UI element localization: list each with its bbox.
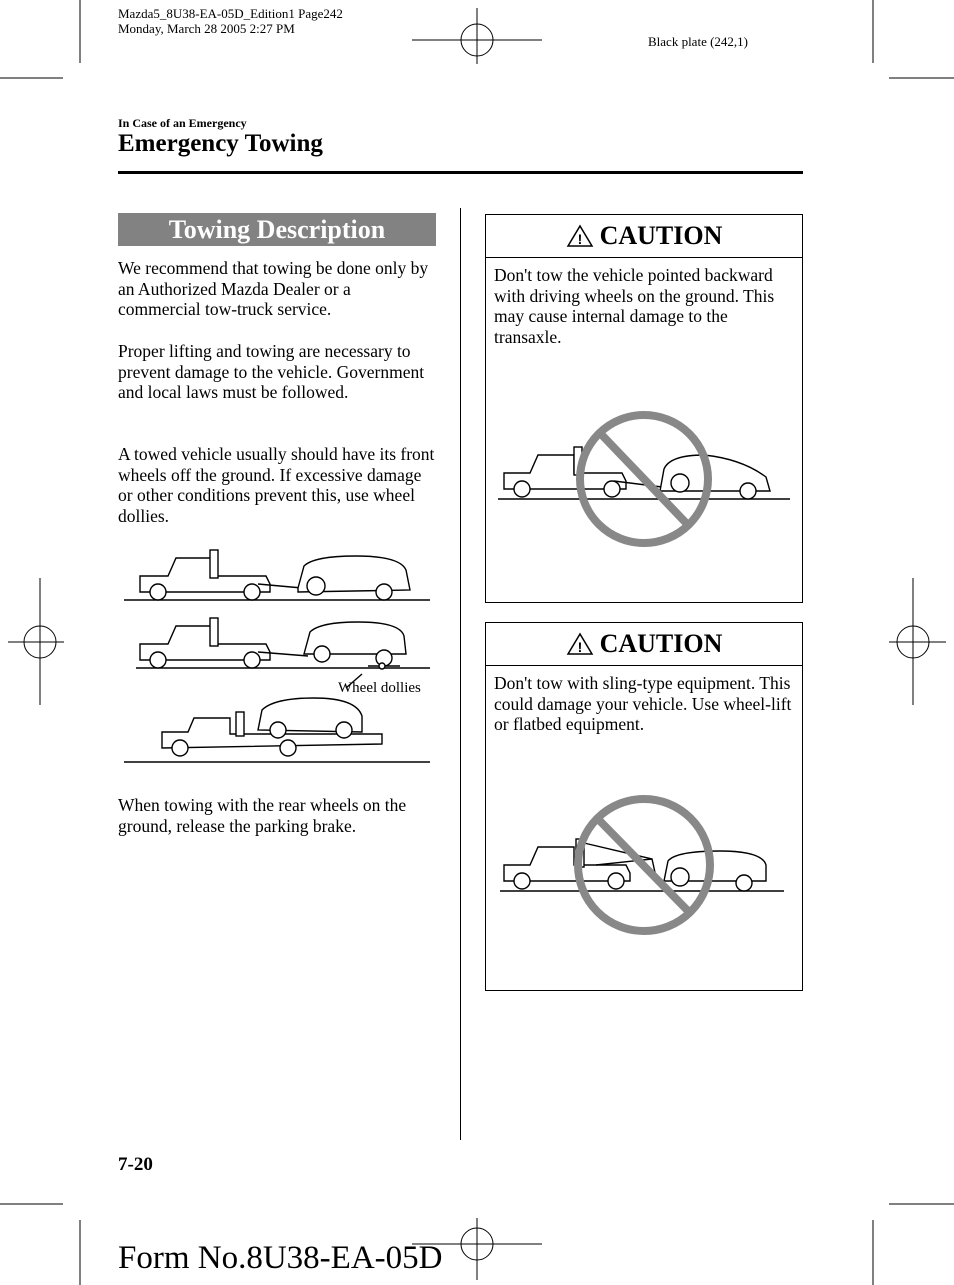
caution-title: CAUTION <box>599 629 723 658</box>
section-label: In Case of an Emergency <box>118 116 247 130</box>
section-heading: Towing Description <box>118 213 436 246</box>
sling-tow-illustration <box>496 789 796 939</box>
caution-text: Don't tow the vehicle pointed backward with driving wheels on the ground. This may cause internal damage to the transaxle. <box>494 265 775 348</box>
warning-triangle-icon <box>566 632 594 656</box>
warning-triangle-icon <box>566 224 594 248</box>
print-info-file: Mazda5_8U38-EA-05D_Edition1 Page242 <box>118 6 343 21</box>
print-info-date: Monday, March 28 2005 2:27 PM <box>118 21 295 36</box>
closing-paragraph: When towing with the rear wheels on the ground, release the parking brake. <box>118 795 407 836</box>
plate-label: Black plate (242,1) <box>648 34 748 49</box>
paragraph-3: A towed vehicle usually should have its front wheels off the ground. If excessive damage or other conditions prevent this, use wheel dollies. <box>118 444 435 527</box>
form-number: Form No.8U38-EA-05D <box>118 1240 443 1276</box>
caution-text: Don't tow with sling-type equipment. This could damage your vehicle. Use wheel-lift or flatbed equipment. <box>494 673 792 735</box>
title-rule <box>118 171 803 174</box>
caution-box-2 <box>485 622 803 991</box>
backward-tow-illustration <box>494 403 794 553</box>
figure-caption: Wheel dollies <box>338 680 421 696</box>
paragraph-2: Proper lifting and towing are necessary to prevent damage to the vehicle. Government and local laws must be followed. <box>118 341 425 403</box>
paragraph-1: We recommend that towing be done only by an Authorized Mazda Dealer or a commercial tow-truck service. <box>118 258 429 320</box>
caution-header <box>486 215 802 258</box>
caution-title: CAUTION <box>599 221 723 250</box>
page-number: 7-20 <box>118 1154 153 1175</box>
svg-text:!: ! <box>577 231 582 247</box>
caution-box-1 <box>485 214 803 603</box>
caution-header <box>486 623 802 666</box>
towing-methods-figure <box>118 540 436 770</box>
print-info <box>118 6 343 36</box>
svg-text:!: ! <box>577 639 582 655</box>
column-divider <box>460 208 461 1140</box>
page-title: Emergency Towing <box>118 130 323 157</box>
